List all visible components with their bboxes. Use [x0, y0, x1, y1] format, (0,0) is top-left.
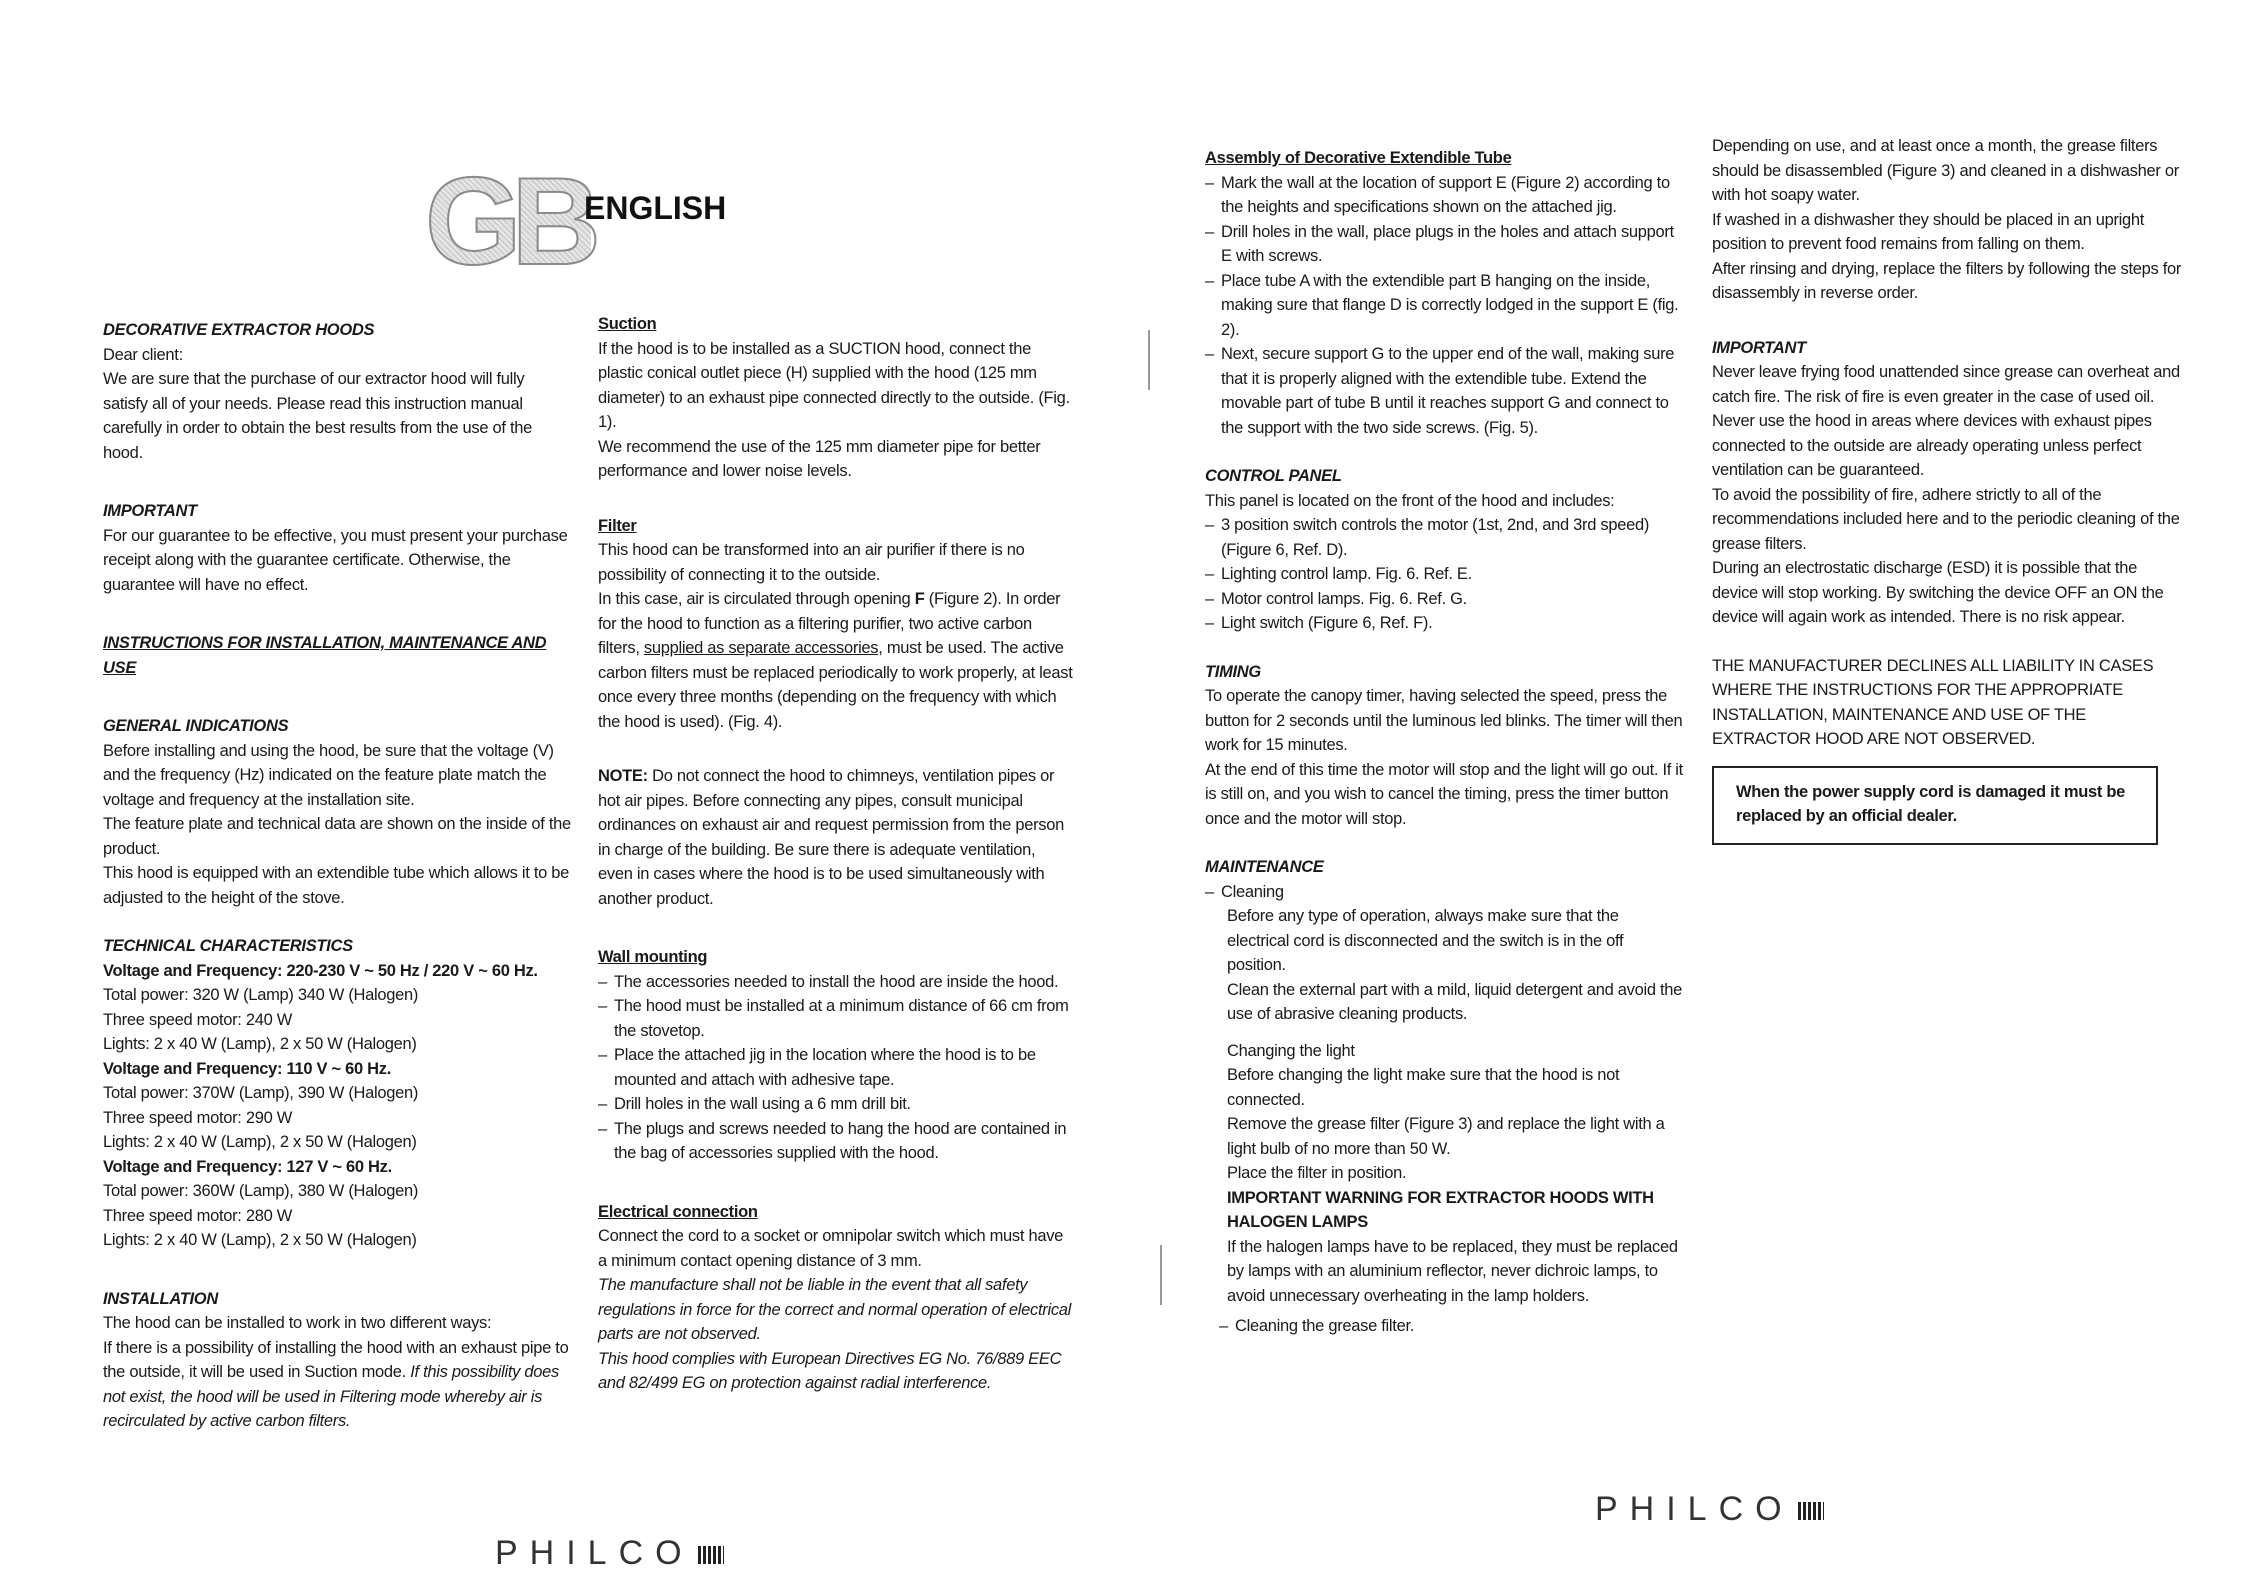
- filter-text-2: [598, 587, 1073, 734]
- scan-artifact: [1148, 330, 1150, 390]
- installation-text-2: [103, 1336, 573, 1434]
- electrical-text: Connect the cord to a socket or omnipolar switch which must have a minimum contact opening distance of 3 mm.: [598, 1227, 1064, 1270]
- section-title-important-2: IMPORTANT: [1712, 338, 1806, 357]
- list-item: – Place the attached jig in the location where the hood is to be mounted and attach with adhesive tape.: [598, 1043, 1073, 1092]
- section-title-instructions: INSTRUCTIONS FOR INSTALLATION, MAINTENANCE AND USE: [103, 634, 547, 677]
- control-text: This panel is located on the front of the hood and includes:: [1205, 491, 1615, 510]
- wall-mounting-list: [598, 970, 1073, 1166]
- brand-mark-icon: [1798, 1502, 1824, 1520]
- general-text-2: The feature plate and technical data are shown on the inside of the product.: [103, 815, 571, 858]
- brand-logo-left: [495, 1534, 724, 1573]
- list-item: – Drill holes in the wall, place plugs in the holes and attach support E with screws.: [1205, 220, 1685, 269]
- timing-text-1: To operate the canopy timer, having selected the speed, press the button for 2 seconds until the luminous led blinks. The timer will then work for 15 minutes.: [1205, 687, 1683, 754]
- section-title-maintenance: MAINTENANCE: [1205, 858, 1324, 876]
- section-title-electrical: Electrical connection: [598, 1202, 758, 1221]
- directives-text: This hood complies with European Directives EG No. 76/889 EEC and 82/499 EG on protection against radial interference.: [598, 1349, 1062, 1392]
- disclaimer-text: THE MANUFACTURER DECLINES ALL LIABILITY IN CASES WHERE THE INSTRUCTIONS FOR THE APPROPRIATE INSTALLATION, MAINTENANCE AND USE OF THE EXTRACTOR HOOD ARE NOT OBSERVED.: [1712, 656, 2154, 748]
- list-item: – Lighting control lamp. Fig. 6. Ref. E.: [1205, 562, 1685, 587]
- changing-text-1: Before changing the light make sure that the hood is not connected.: [1227, 1066, 1620, 1109]
- tech-lights-3: Lights: 2 x 40 W (Lamp), 2 x 50 W (Halogen): [103, 1231, 417, 1249]
- filter-text-2a: In this case, air is circulated through opening: [598, 590, 915, 608]
- tech-power-3: Total power: 360W (Lamp), 380 W (Halogen): [103, 1182, 419, 1200]
- section-title-hoods: DECORATIVE EXTRACTOR HOODS: [103, 321, 375, 339]
- column-3: [1205, 146, 1685, 1363]
- section-title-installation: INSTALLATION: [103, 1289, 218, 1308]
- list-item: – Drill holes in the wall using a 6 mm drill bit.: [598, 1092, 1073, 1117]
- cleaning-text-2: Clean the external part with a mild, liquid detergent and avoid the use of abrasive cleaning products.: [1227, 980, 1683, 1023]
- halogen-warning-title: IMPORTANT WARNING FOR EXTRACTOR HOODS WITH HALOGEN LAMPS: [1227, 1188, 1654, 1231]
- section-title-filter: Filter: [598, 516, 637, 535]
- installation-suction: If there is a possibility of installing the hood with an exhaust pipe to the outside, it will be used in Suction mode.: [103, 1338, 569, 1381]
- grease-list: [1205, 1314, 1685, 1339]
- suction-text-2: We recommend the use of the 125 mm diameter pipe for better performance and lower noise levels.: [598, 437, 1041, 480]
- tech-voltage-1: Voltage and Frequency: 220-230 V ~ 50 Hz / 220 V ~ 60 Hz.: [103, 961, 538, 980]
- cleaning-text-1: Before any type of operation, always make sure that the electrical cord is disconnected and the switch is in the off position.: [1227, 907, 1624, 974]
- column-2: [598, 312, 1073, 1420]
- note-body: Do not connect the hood to chimneys, ventilation pipes or hot air pipes. Before connecting any pipes, consult municipal ordinances on exhaust air and request permission from the person in charge of the building. Be sure there is adequate ventilation, even in cases where the hood is to be used simultaneously with another product.: [598, 767, 1064, 908]
- list-item: – The hood must be installed at a minimum distance of 66 cm from the stovetop.: [598, 994, 1073, 1043]
- list-item: – The accessories needed to install the hood are inside the hood.: [598, 970, 1073, 995]
- grease-text-2: If washed in a dishwasher they should be placed in an upright position to prevent food remains from falling on them.: [1712, 210, 2145, 253]
- changing-text-3: Place the filter in position.: [1227, 1164, 1407, 1182]
- column-1: [103, 318, 573, 1458]
- tech-power-2: Total power: 370W (Lamp), 390 W (Halogen): [103, 1084, 419, 1102]
- note-label: NOTE:: [598, 767, 648, 785]
- brand-mark-icon: [698, 1546, 724, 1564]
- tech-lights-2: Lights: 2 x 40 W (Lamp), 2 x 50 W (Halogen): [103, 1133, 417, 1151]
- list-item: – Motor control lamps. Fig. 6. Ref. G.: [1205, 587, 1685, 612]
- suction-text-1: If the hood is to be installed as a SUCTION hood, connect the plastic conical outlet piece (H) supplied with the hood (125 mm diameter) to an exhaust pipe connected directly to the outside. (Fig. 1).: [598, 339, 1070, 431]
- changing-label: Changing the light: [1227, 1041, 1355, 1060]
- halogen-warning-text: If the halogen lamps have to be replaced, they must be replaced by lamps with an aluminium reflector, never dichroic lamps, to avoid unnecessary overheating in the lamp holders.: [1227, 1237, 1678, 1305]
- important-text-3: To avoid the possibility of fire, adhere strictly to all of the recommendations included here and to the periodic cleaning of the grease filters.: [1712, 485, 2180, 553]
- warning-text: When the power supply cord is damaged it must be replaced by an official dealer.: [1736, 782, 2125, 825]
- note-text: [598, 764, 1073, 911]
- list-item: – Light switch (Figure 6, Ref. F).: [1205, 611, 1685, 636]
- warning-box: [1712, 766, 2158, 845]
- page-title: ENGLISH: [584, 190, 727, 226]
- control-list: [1205, 513, 1685, 636]
- intro-text: We are sure that the purchase of our extractor hood will fully satisfy all of your needs. Please read this instruction manual carefully in order to obtain the best results from the use of the hood.: [103, 370, 532, 462]
- section-title-suction: Suction: [598, 315, 657, 333]
- section-title-technical: TECHNICAL CHARACTERISTICS: [103, 937, 353, 955]
- maintenance-list: [1205, 880, 1685, 905]
- section-title-important: IMPORTANT: [103, 502, 197, 520]
- cleaning-block: [1205, 904, 1685, 1308]
- filter-accessories-note: supplied as separate accessories,: [643, 639, 883, 657]
- tech-motor-3: Three speed motor: 280 W: [103, 1206, 293, 1225]
- tech-motor-1: Three speed motor: 240 W: [103, 1010, 293, 1029]
- tech-lights-1: Lights: 2 x 40 W (Lamp), 2 x 50 W (Halogen): [103, 1035, 417, 1053]
- section-title-wall-mounting: Wall mounting: [598, 948, 708, 966]
- general-text-1: Before installing and using the hood, be sure that the voltage (V) and the frequency (Hz) indicated on the feature plate match the voltage and frequency at the installation site.: [103, 741, 554, 809]
- cleaning-label: Cleaning: [1221, 882, 1284, 901]
- filter-text-1: This hood can be transformed into an air purifier if there is no possibility of connecting it to the outside.: [598, 541, 1025, 584]
- general-text-3: This hood is equipped with an extendible tube which allows it to be adjusted to the height of the stove.: [103, 864, 570, 907]
- list-item: – 3 position switch controls the motor (1st, 2nd, and 3rd speed) (Figure 6, Ref. D).: [1205, 513, 1685, 562]
- filter-text-2e: must be used. The active carbon filters must be replaced periodically to work properly, at least once every three months (depending on the frequency with which the hood is used). (Fig. 4).: [598, 639, 1073, 731]
- important-text-1: Never leave frying food unattended since grease can overheat and catch fire. The risk of fire is even greater in the case of used oil.: [1712, 363, 2180, 406]
- important-text: For our guarantee to be effective, you must present your purchase receipt along with the guarantee certificate. Otherwise, the guarantee will have no effect.: [103, 526, 568, 594]
- installation-text-1: The hood can be installed to work in two different ways:: [103, 1314, 492, 1332]
- gb-logo: GB: [425, 153, 591, 291]
- scan-artifact: [1160, 1245, 1162, 1305]
- assembly-list: [1205, 171, 1685, 441]
- section-title-assembly: Assembly of Decorative Extendible Tube: [1205, 149, 1512, 167]
- greeting: Dear client:: [103, 345, 183, 364]
- tech-voltage-2: Voltage and Frequency: 110 V ~ 60 Hz.: [103, 1059, 391, 1078]
- list-item: – Next, secure support G to the upper end of the wall, making sure that it is properly aligned with the extendible tube. Extend the movable part of tube B until it reaches support G and connect to the support with the two side screws. (Fig. 5).: [1205, 342, 1685, 440]
- important-text-2: Never use the hood in areas where devices with exhaust pipes connected to the outside are already operating unless perfect ventilation can be guaranteed.: [1712, 412, 2152, 479]
- filter-opening-letter: F: [914, 590, 925, 608]
- section-title-control-panel: CONTROL PANEL: [1205, 467, 1342, 485]
- column-4: [1712, 134, 2182, 845]
- brand-logo-right: [1595, 1490, 1824, 1529]
- electrical-liability: The manufacture shall not be liable in the event that all safety regulations in force for the correct and normal operation of electrical parts are not observed.: [598, 1276, 1072, 1343]
- list-item: – Mark the wall at the location of support E (Figure 2) according to the heights and specifications shown on the attached jig.: [1205, 171, 1685, 220]
- list-item: – The plugs and screws needed to hang the hood are contained in the bag of accessories supplied with the hood.: [598, 1117, 1073, 1166]
- list-item: – Place tube A with the extendible part B hanging on the inside, making sure that flange D is correctly lodged in the support E (fig. 2).: [1205, 269, 1685, 343]
- brand-name-right: PHILCO: [1595, 1490, 1794, 1528]
- section-title-timing: TIMING: [1205, 662, 1261, 681]
- section-title-general: GENERAL INDICATIONS: [103, 717, 289, 735]
- grease-text-3: After rinsing and drying, replace the filters by following the steps for disassembly in reverse order.: [1712, 259, 2182, 302]
- tech-power-1: Total power: 320 W (Lamp) 340 W (Halogen): [103, 986, 419, 1004]
- grease-text-1: Depending on use, and at least once a month, the grease filters should be disassembled (Figure 3) and cleaned in a dishwasher or with hot soapy water.: [1712, 137, 2179, 204]
- filter-text-2c: (Figure 2). In order for the hood to function as a filtering purifier, two active carbon filters,: [598, 590, 1061, 657]
- list-item: – Cleaning the grease filter.: [1219, 1314, 1685, 1339]
- brand-name-left: PHILCO: [495, 1534, 694, 1572]
- list-item: [1205, 880, 1685, 905]
- tech-motor-2: Three speed motor: 290 W: [103, 1108, 293, 1127]
- changing-text-2: Remove the grease filter (Figure 3) and replace the light with a light bulb of no more than 50 W.: [1227, 1115, 1665, 1158]
- important-text-4: During an electrostatic discharge (ESD) it is possible that the device will stop working. By switching the device OFF an ON the device will again work as intended. There is no risk appear.: [1712, 559, 2164, 626]
- installation-filtering: If this possibility does not exist, the hood will be used in Filtering mode whereby air is recirculated by active carbon filters.: [103, 1363, 559, 1430]
- timing-text-2: At the end of this time the motor will stop and the light will go out. If it is still on, and you wish to cancel the timing, press the timer button once and the motor will stop.: [1205, 760, 1683, 828]
- tech-voltage-3: Voltage and Frequency: 127 V ~ 60 Hz.: [103, 1157, 392, 1176]
